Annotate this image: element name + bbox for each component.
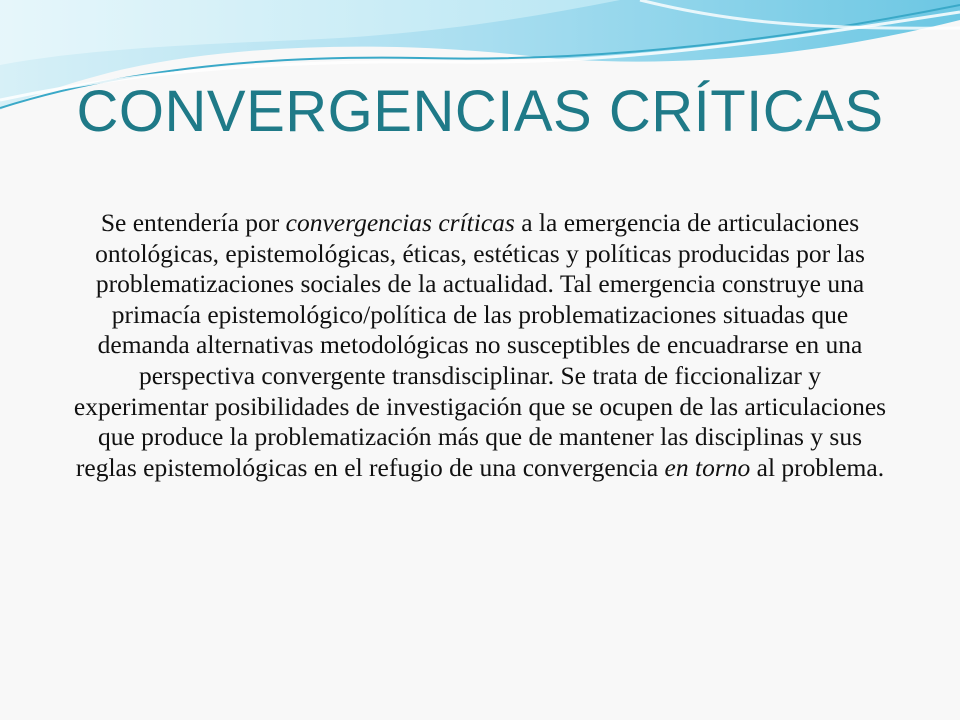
paragraph-italic-1: convergencias críticas: [285, 208, 515, 237]
paragraph-text-1: Se entendería por: [100, 208, 286, 237]
paragraph-text-2: a la emergencia de articulaciones ontológicas, epistemológicas, éticas, estéticas y políticas producidas por las problematizaciones sociales de la actualidad. Tal emergencia construye una primacía epistemológico/política de las problematizaciones situadas que demanda alternativas metodológicas no susceptibles de encuadrarse en una perspectiva convergente transdisciplinar. Se trata de ficcionalizar y experimentar posibilidades de investigación que se ocupen de las articulaciones que produce la problematización más que de mantener las disciplinas y sus reglas epistemológicas en el refugio de una convergencia: [73, 208, 887, 482]
paragraph-text-3: al problema.: [750, 452, 885, 482]
paragraph-italic-2: en torno: [664, 452, 751, 482]
body-paragraph: [70, 208, 890, 483]
slide-title: CONVERGENCIAS CRÍTICAS: [76, 79, 884, 144]
